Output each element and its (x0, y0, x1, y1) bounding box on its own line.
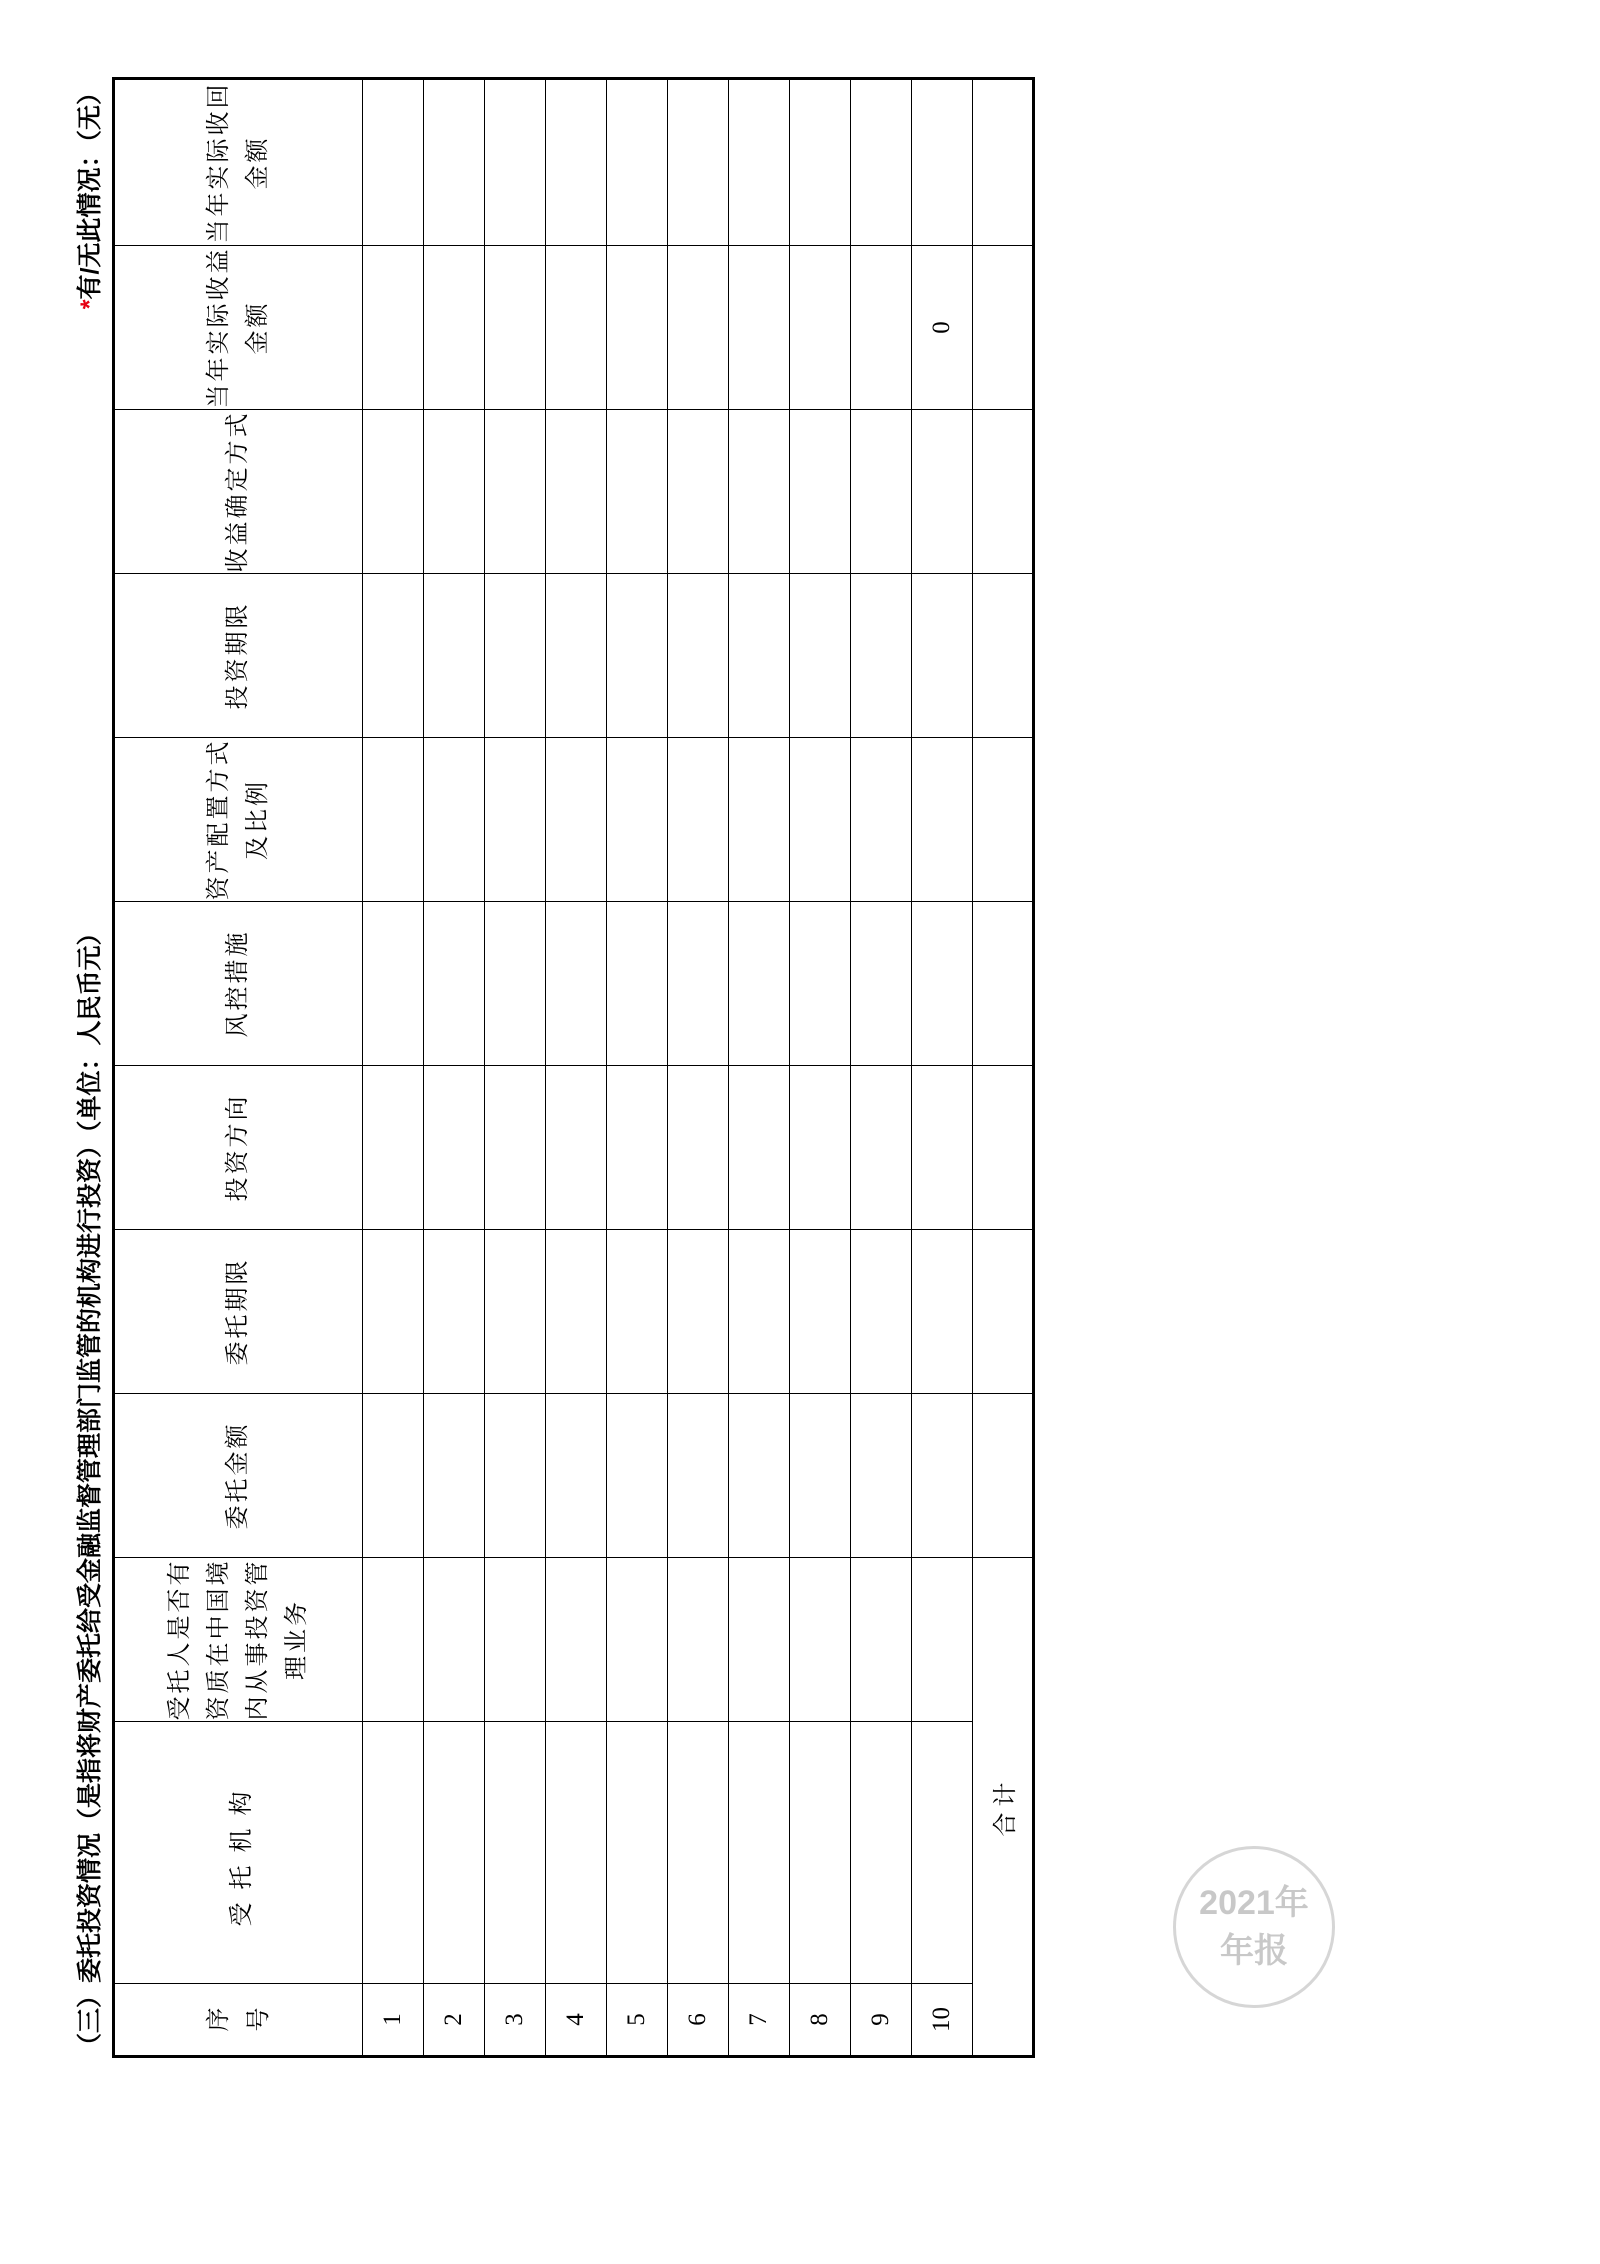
applicability-note-text: 有/无此情况：（无） (76, 80, 104, 300)
cell-income-method (668, 410, 729, 574)
cell-current-year-income: 0 (912, 246, 973, 410)
cell-trustee (424, 1722, 485, 1984)
total-current-year-recovery (973, 79, 1034, 246)
cell-current-year-recovery (790, 79, 851, 246)
cell-trustee (790, 1722, 851, 1984)
cell-asset-allocation (668, 738, 729, 902)
row-serial-no: 7 (729, 1984, 790, 2057)
cell-risk-control (851, 902, 912, 1066)
header-entrusted-term: 委托期限 (114, 1230, 363, 1394)
watermark-year: 2021年 (1199, 1884, 1309, 1922)
row-serial-no: 5 (607, 1984, 668, 2057)
cell-current-year-income (851, 246, 912, 410)
annual-report-watermark-stamp (1173, 1846, 1335, 2008)
cell-entrusted-amount (790, 1394, 851, 1558)
cell-asset-allocation (851, 738, 912, 902)
cell-trustee (668, 1722, 729, 1984)
row-serial-no: 6 (668, 1984, 729, 2057)
cell-current-year-income (485, 246, 546, 410)
cell-trustee-qualified (912, 1558, 973, 1722)
cell-asset-allocation (363, 738, 424, 902)
total-asset-allocation (973, 738, 1034, 902)
cell-asset-allocation (546, 738, 607, 902)
required-asterisk: * (76, 299, 104, 310)
cell-income-method (851, 410, 912, 574)
cell-current-year-recovery (912, 79, 973, 246)
cell-entrusted-amount (363, 1394, 424, 1558)
total-entrusted-amount (973, 1394, 1034, 1558)
cell-income-method (607, 410, 668, 574)
cell-current-year-income (790, 246, 851, 410)
cell-current-year-recovery (485, 79, 546, 246)
cell-entrusted-amount (607, 1394, 668, 1558)
total-risk-control (973, 902, 1034, 1066)
cell-asset-allocation (912, 738, 973, 902)
row-serial-no: 10 (912, 1984, 973, 2057)
cell-income-method (546, 410, 607, 574)
cell-investment-period (363, 574, 424, 738)
cell-income-method (485, 410, 546, 574)
cell-risk-control (546, 902, 607, 1066)
cell-entrusted-term (546, 1230, 607, 1394)
cell-trustee-qualified (546, 1558, 607, 1722)
header-income-method: 收益确定方式 (114, 410, 363, 574)
cell-income-method (912, 410, 973, 574)
cell-trustee-qualified (851, 1558, 912, 1722)
cell-entrusted-amount (485, 1394, 546, 1558)
cell-trustee-qualified (668, 1558, 729, 1722)
cell-entrusted-amount (851, 1394, 912, 1558)
table-row (485, 79, 546, 2057)
table-row (607, 79, 668, 2057)
cell-investment-direction (729, 1066, 790, 1230)
cell-entrusted-term (729, 1230, 790, 1394)
cell-current-year-income (363, 246, 424, 410)
cell-investment-period (729, 574, 790, 738)
row-serial-no: 1 (363, 1984, 424, 2057)
row-serial-no: 8 (790, 1984, 851, 2057)
cell-income-method (790, 410, 851, 574)
cell-entrusted-amount (912, 1394, 973, 1558)
cell-current-year-recovery (363, 79, 424, 246)
cell-current-year-recovery (851, 79, 912, 246)
cell-trustee-qualified (729, 1558, 790, 1722)
cell-current-year-income (424, 246, 485, 410)
header-investment-period: 投资期限 (114, 574, 363, 738)
cell-trustee-qualified (363, 1558, 424, 1722)
cell-entrusted-amount (546, 1394, 607, 1558)
cell-investment-period (912, 574, 973, 738)
cell-current-year-recovery (729, 79, 790, 246)
cell-entrusted-term (790, 1230, 851, 1394)
cell-risk-control (912, 902, 973, 1066)
section-title: （三）委托投资情况（是指将财产委托给受金融监督管理部门监管的机构进行投资）（单位：人民币元） (76, 920, 104, 2058)
cell-current-year-recovery (607, 79, 668, 246)
cell-entrusted-term (363, 1230, 424, 1394)
cell-trustee-qualified (790, 1558, 851, 1722)
header-serial-no (114, 1984, 363, 2057)
cell-risk-control (485, 902, 546, 1066)
cell-current-year-recovery (546, 79, 607, 246)
cell-current-year-income (729, 246, 790, 410)
cell-risk-control (668, 902, 729, 1066)
cell-asset-allocation (424, 738, 485, 902)
entrusted-investment-table (112, 77, 1035, 2058)
watermark-label: 年报 (1220, 1932, 1288, 1970)
cell-investment-direction (546, 1066, 607, 1230)
cell-asset-allocation (485, 738, 546, 902)
header-trustee-qualified: 受托人是否有资质在中国境内从事投资管理业务 (114, 1558, 363, 1722)
cell-income-method (363, 410, 424, 574)
cell-investment-direction (424, 1066, 485, 1230)
cell-trustee-qualified (424, 1558, 485, 1722)
cell-risk-control (790, 902, 851, 1066)
applicability-note (75, 80, 105, 309)
cell-entrusted-amount (729, 1394, 790, 1558)
row-serial-no: 2 (424, 1984, 485, 2057)
header-current-year-income: 当年实际收益金额 (114, 246, 363, 410)
cell-current-year-recovery (424, 79, 485, 246)
header-trustee: 受托机构 (114, 1722, 363, 1984)
cell-entrusted-term (424, 1230, 485, 1394)
total-entrusted-term (973, 1230, 1034, 1394)
cell-current-year-recovery (668, 79, 729, 246)
cell-trustee-qualified (485, 1558, 546, 1722)
cell-trustee (851, 1722, 912, 1984)
cell-investment-period (424, 574, 485, 738)
header-risk-control: 风控措施 (114, 902, 363, 1066)
total-label: 合计 (973, 1558, 1034, 2057)
table-row (790, 79, 851, 2057)
cell-trustee-qualified (607, 1558, 668, 1722)
total-income-method (973, 410, 1034, 574)
cell-trustee (546, 1722, 607, 1984)
total-row (973, 79, 1034, 2057)
cell-current-year-income (607, 246, 668, 410)
row-serial-no: 3 (485, 1984, 546, 2057)
cell-investment-period (851, 574, 912, 738)
cell-investment-direction (363, 1066, 424, 1230)
cell-entrusted-term (607, 1230, 668, 1394)
table-row (851, 79, 912, 2057)
cell-income-method (729, 410, 790, 574)
row-serial-no: 4 (546, 1984, 607, 2057)
cell-trustee (485, 1722, 546, 1984)
cell-investment-direction (912, 1066, 973, 1230)
cell-entrusted-term (668, 1230, 729, 1394)
cell-investment-direction (851, 1066, 912, 1230)
row-serial-no: 9 (851, 1984, 912, 2057)
table-row (729, 79, 790, 2057)
table-row (912, 79, 973, 2057)
cell-investment-period (485, 574, 546, 738)
cell-investment-period (668, 574, 729, 738)
total-current-year-income (973, 246, 1034, 410)
cell-investment-direction (790, 1066, 851, 1230)
header-entrusted-amount: 委托金额 (114, 1394, 363, 1558)
section-caption-bar (75, 80, 105, 2058)
cell-risk-control (729, 902, 790, 1066)
cell-risk-control (424, 902, 485, 1066)
cell-current-year-income (546, 246, 607, 410)
cell-entrusted-term (485, 1230, 546, 1394)
cell-entrusted-term (912, 1230, 973, 1394)
cell-investment-direction (485, 1066, 546, 1230)
cell-trustee (607, 1722, 668, 1984)
cell-investment-period (607, 574, 668, 738)
cell-asset-allocation (729, 738, 790, 902)
cell-current-year-income (668, 246, 729, 410)
table-row (424, 79, 485, 2057)
cell-investment-period (546, 574, 607, 738)
cell-investment-direction (668, 1066, 729, 1230)
cell-trustee (363, 1722, 424, 1984)
cell-entrusted-amount (424, 1394, 485, 1558)
header-serial-no-label: 序号 (205, 2007, 272, 2032)
total-investment-period (973, 574, 1034, 738)
cell-income-method (424, 410, 485, 574)
table-row (546, 79, 607, 2057)
cell-trustee (912, 1722, 973, 1984)
header-row (114, 79, 363, 2057)
cell-asset-allocation (790, 738, 851, 902)
cell-trustee (729, 1722, 790, 1984)
cell-investment-direction (607, 1066, 668, 1230)
table-row (363, 79, 424, 2057)
cell-investment-period (790, 574, 851, 738)
cell-entrusted-amount (668, 1394, 729, 1558)
cell-risk-control (363, 902, 424, 1066)
header-investment-direction: 投资方向 (114, 1066, 363, 1230)
header-current-year-recovery: 当年实际收回金额 (114, 79, 363, 246)
cell-asset-allocation (607, 738, 668, 902)
table-row (668, 79, 729, 2057)
total-investment-direction (973, 1066, 1034, 1230)
cell-risk-control (607, 902, 668, 1066)
cell-entrusted-term (851, 1230, 912, 1394)
header-asset-allocation: 资产配置方式及比例 (114, 738, 363, 902)
